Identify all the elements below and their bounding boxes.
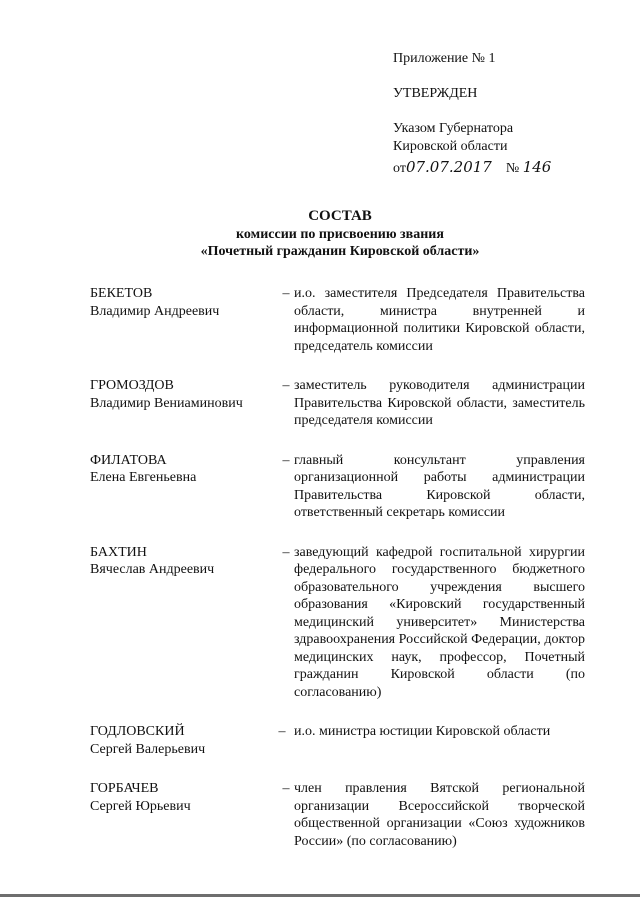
member-name [90,452,278,487]
handwritten-number: 146 [522,158,552,176]
member-name [90,723,278,758]
member-row [90,723,585,758]
member-row [90,285,585,355]
approved-label: УТВЕРЖДЕН [393,86,478,101]
date-prefix: от [393,161,406,176]
member-row [90,780,585,850]
member-surname: ФИЛАТОВА [90,452,167,468]
approval-stamp-block [393,50,633,178]
member-dash: – [278,724,286,739]
member-row [90,544,585,702]
member-surname: ГРОМОЗДОВ [90,378,174,393]
title-main: СОСТАВ [308,208,372,224]
decree-line-1: Указом Губернатора [393,121,514,136]
member-given-name: Сергей Валерьевич [90,741,206,757]
member-role: заместитель руководителя администрации Правительства Кировской области, заместитель председателя комиссии [294,378,585,428]
appendix-label: Приложение № 1 [393,51,496,66]
member-role: и.о. заместителя Председателя Правительства области, министра внутренней и информационной политики Кировской области, председатель комиссии [294,286,585,354]
commission-member-list [90,285,585,872]
member-given-name: Владимир Вениаминович [90,395,243,411]
member-dash: – [282,378,290,393]
title-line-2: комиссии по присвоению звания [236,227,444,242]
member-name [90,780,278,815]
page-bottom-edge [0,894,640,897]
member-surname: ГОДЛОВСКИЙ [90,724,185,739]
decree-line-2: Кировской области [393,139,508,154]
handwritten-date: 07.07.2017 [405,158,492,176]
member-role: член правления Вятской региональной организации Всероссийской творческой общественной организации «Союз художников России» (по согласованию) [294,781,585,849]
member-dash: – [282,452,290,468]
member-surname: БЕКЕТОВ [90,286,153,301]
document-title [90,208,590,260]
member-name [90,377,278,412]
member-given-name: Елена Евгеньевна [90,470,197,485]
member-name [90,544,278,579]
member-dash: – [282,544,290,560]
member-row [90,452,585,522]
member-dash: – [282,286,290,301]
member-role: и.о. министра юстиции Кировской области [294,724,551,739]
member-surname: БАХТИН [90,544,147,560]
title-line-3: «Почетный гражданин Кировской области» [200,244,480,259]
decree-date-line [393,158,633,178]
member-role: главный консультант управления организационной работы администрации Правительства Кировской области, ответственный секретарь комиссии [294,452,585,520]
member-name [90,285,278,320]
member-row [90,377,585,430]
member-given-name: Вячеслав Андреевич [90,562,215,577]
member-surname: ГОРБАЧЕВ [90,781,159,796]
member-dash: – [282,781,290,796]
member-role: заведующий кафедрой госпитальной хирургии федерального государственного бюджетного образовательного учреждения высшего образования «Кировский государственный медицинский университет» Министерства здравоохранения Российской Федерации, доктор медицинских наук, профессор, Почетный гражданин Кировской области (по согласованию) [294,544,585,700]
member-given-name: Владимир Андреевич [90,303,220,319]
member-given-name: Сергей Юрьевич [90,798,191,814]
number-prefix: № [505,161,520,176]
